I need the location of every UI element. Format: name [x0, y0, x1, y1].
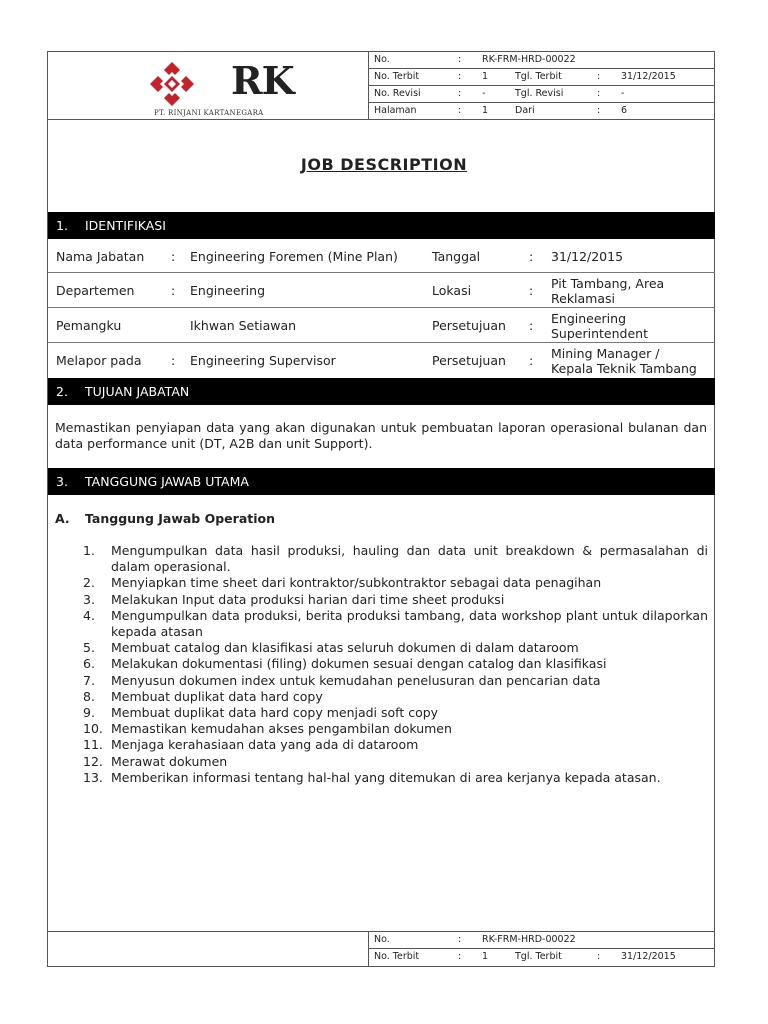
- field-value: Ikhwan Setiawan: [190, 318, 297, 333]
- meta-colon: :: [458, 54, 462, 65]
- item-text: Menjaga kerahasiaan data yang ada di dataroom: [111, 737, 419, 753]
- item-text: Melakukan dokumentasi (filing) dokumen sesuai dengan catalog dan klasifikasi: [111, 656, 607, 672]
- field-value: Engineering: [190, 283, 265, 298]
- identifikasi-row: [48, 308, 715, 343]
- document-page: [47, 51, 715, 967]
- task-list: [55, 543, 708, 786]
- item-number: 3.: [83, 591, 95, 607]
- list-item: [55, 673, 708, 689]
- field-colon: :: [171, 249, 176, 264]
- header-meta-table: [368, 52, 715, 120]
- meta-colon: :: [458, 88, 462, 99]
- section-label: IDENTIFIKASI: [85, 218, 166, 233]
- field-value: Kepala Teknik Tambang: [551, 361, 697, 376]
- item-number: 6.: [83, 656, 95, 672]
- section-number: 2.: [56, 384, 68, 399]
- field-value: 31/12/2015: [551, 249, 624, 264]
- meta-key: No.: [374, 54, 390, 65]
- field-colon: :: [529, 318, 534, 333]
- field-value: Engineering Foremen (Mine Plan): [190, 249, 398, 264]
- item-number: 9.: [83, 705, 95, 721]
- meta-value: 1: [482, 105, 489, 116]
- item-number: 8.: [83, 688, 95, 704]
- logo-mark: RK: [231, 58, 294, 103]
- tujuan-paragraph: Memastikan penyiapan data yang akan digunakan untuk pembuatan laporan operasional bulanan dan data performance unit (DT, A2B dan unit Support).: [55, 420, 707, 451]
- field-colon: :: [171, 353, 176, 368]
- meta-key: Dari: [515, 105, 535, 116]
- item-number: 1.: [83, 543, 95, 558]
- document-footer: [47, 931, 715, 967]
- field-label: Nama Jabatan: [56, 249, 145, 264]
- rk-emblem-icon: [148, 60, 196, 108]
- list-item: [55, 592, 708, 608]
- list-item: [55, 575, 708, 591]
- section-identifikasi-header: [48, 212, 715, 239]
- field-value: Pit Tambang, Area: [551, 276, 665, 291]
- meta-key: Halaman: [374, 105, 417, 116]
- meta-key: No. Terbit: [374, 71, 420, 82]
- field-value: Reklamasi: [551, 291, 616, 306]
- company-name: PT. RINJANI KARTANEGARA: [154, 109, 264, 117]
- meta-key: Tgl. Terbit: [515, 951, 562, 962]
- meta-value: 1: [482, 71, 489, 82]
- meta-row: [369, 932, 715, 949]
- field-colon: :: [529, 353, 534, 368]
- subsection-label: Tanggung Jawab Operation: [85, 511, 276, 526]
- meta-row: [369, 103, 715, 120]
- item-number: 13.: [83, 769, 103, 785]
- field-label: Melapor pada: [56, 353, 142, 368]
- section-number: 3.: [56, 474, 68, 489]
- field-colon: :: [529, 249, 534, 264]
- item-text: Menyiapkan time sheet dari kontraktor/subkontraktor sebagai data penagihan: [111, 575, 602, 591]
- list-item: [55, 543, 708, 575]
- item-text: Mengumpulkan data produksi, berita produksi tambang, data workshop plant untuk dilaporkan kepada atasan: [111, 607, 708, 640]
- section-number: 1.: [56, 218, 68, 233]
- item-number: 4.: [83, 607, 95, 623]
- item-number: 2.: [83, 575, 95, 591]
- item-text: Membuat catalog dan klasifikasi atas seluruh dokumen di dalam dataroom: [111, 640, 579, 656]
- list-item: [55, 770, 708, 786]
- identifikasi-row: [48, 273, 715, 308]
- meta-colon: :: [458, 934, 462, 945]
- item-number: 10.: [83, 721, 103, 737]
- meta-row: [369, 69, 715, 86]
- meta-value: RK-FRM-HRD-00022: [482, 934, 576, 945]
- item-number: 12.: [83, 753, 103, 769]
- list-item: [55, 689, 708, 705]
- meta-value: 31/12/2015: [621, 71, 676, 82]
- meta-value: RK-FRM-HRD-00022: [482, 54, 576, 65]
- list-item: [55, 640, 708, 656]
- meta-colon: :: [458, 71, 462, 82]
- item-text: Menyusun dokumen index untuk kemudahan penelusuran dan pencarian data: [111, 672, 601, 688]
- field-label: Tanggal: [432, 249, 481, 264]
- document-header: [47, 51, 715, 120]
- document-title: JOB DESCRIPTION: [300, 155, 468, 174]
- field-colon: :: [529, 283, 534, 298]
- meta-colon: :: [597, 88, 601, 99]
- item-text: Membuat duplikat data hard copy: [111, 688, 323, 704]
- item-text: Merawat dokumen: [111, 753, 228, 769]
- meta-key: No. Terbit: [374, 951, 420, 962]
- field-label: Lokasi: [432, 283, 472, 298]
- list-item: [55, 608, 708, 640]
- meta-value: -: [482, 88, 486, 99]
- section-label: TUJUAN JABATAN: [85, 384, 190, 399]
- meta-value: 6: [621, 105, 628, 116]
- field-colon: :: [171, 283, 176, 298]
- meta-key: Tgl. Revisi: [515, 88, 564, 99]
- field-value: Superintendent: [551, 326, 648, 341]
- meta-row: [369, 52, 715, 69]
- meta-key: Tgl. Terbit: [515, 71, 562, 82]
- field-label: Pemangku: [56, 318, 122, 333]
- list-item: [55, 737, 708, 753]
- meta-colon: :: [458, 951, 462, 962]
- identifikasi-row: [48, 343, 715, 378]
- meta-value: 31/12/2015: [621, 951, 676, 962]
- meta-value: 1: [482, 951, 489, 962]
- field-label: Persetujuan: [432, 353, 506, 368]
- meta-colon: :: [597, 71, 601, 82]
- list-item: [55, 754, 708, 770]
- meta-colon: :: [597, 951, 601, 962]
- list-item: [55, 705, 708, 721]
- identifikasi-row: [48, 239, 715, 273]
- company-logo: [48, 52, 368, 119]
- meta-key: No.: [374, 934, 390, 945]
- meta-value: -: [621, 88, 625, 99]
- meta-row: [369, 86, 715, 103]
- item-text: Membuat duplikat data hard copy menjadi soft copy: [111, 705, 439, 721]
- item-text: Memastikan kemudahan akses pengambilan dokumen: [111, 721, 452, 737]
- list-item: [55, 721, 708, 737]
- item-number: 5.: [83, 640, 95, 656]
- item-number: 11.: [83, 737, 103, 753]
- field-label: Persetujuan: [432, 318, 506, 333]
- item-number: 7.: [83, 672, 95, 688]
- field-label: Departemen: [56, 283, 135, 298]
- item-text: Melakukan Input data produksi harian dari time sheet produksi: [111, 591, 505, 607]
- list-item: [55, 656, 708, 672]
- subsection-number: A.: [55, 511, 70, 526]
- meta-colon: :: [458, 105, 462, 116]
- meta-colon: :: [597, 105, 601, 116]
- section-tanggung-jawab-header: [48, 468, 715, 495]
- meta-key: No. Revisi: [374, 88, 421, 99]
- item-text: Mengumpulkan data hasil produksi, hauling dan data unit breakdown & permasalahan di dalam operasional.: [111, 543, 708, 575]
- section-tujuan-header: [48, 378, 715, 405]
- field-value: Engineering Supervisor: [190, 353, 336, 368]
- section-label: TANGGUNG JAWAB UTAMA: [85, 474, 249, 489]
- field-value: Engineering: [551, 311, 626, 326]
- footer-meta-table: [368, 932, 715, 966]
- meta-row: [369, 949, 715, 966]
- subsection-heading: [55, 511, 275, 526]
- field-value: Mining Manager /: [551, 346, 660, 361]
- item-text: Memberikan informasi tentang hal-hal yang ditemukan di area kerjanya kepada atasan.: [111, 769, 661, 785]
